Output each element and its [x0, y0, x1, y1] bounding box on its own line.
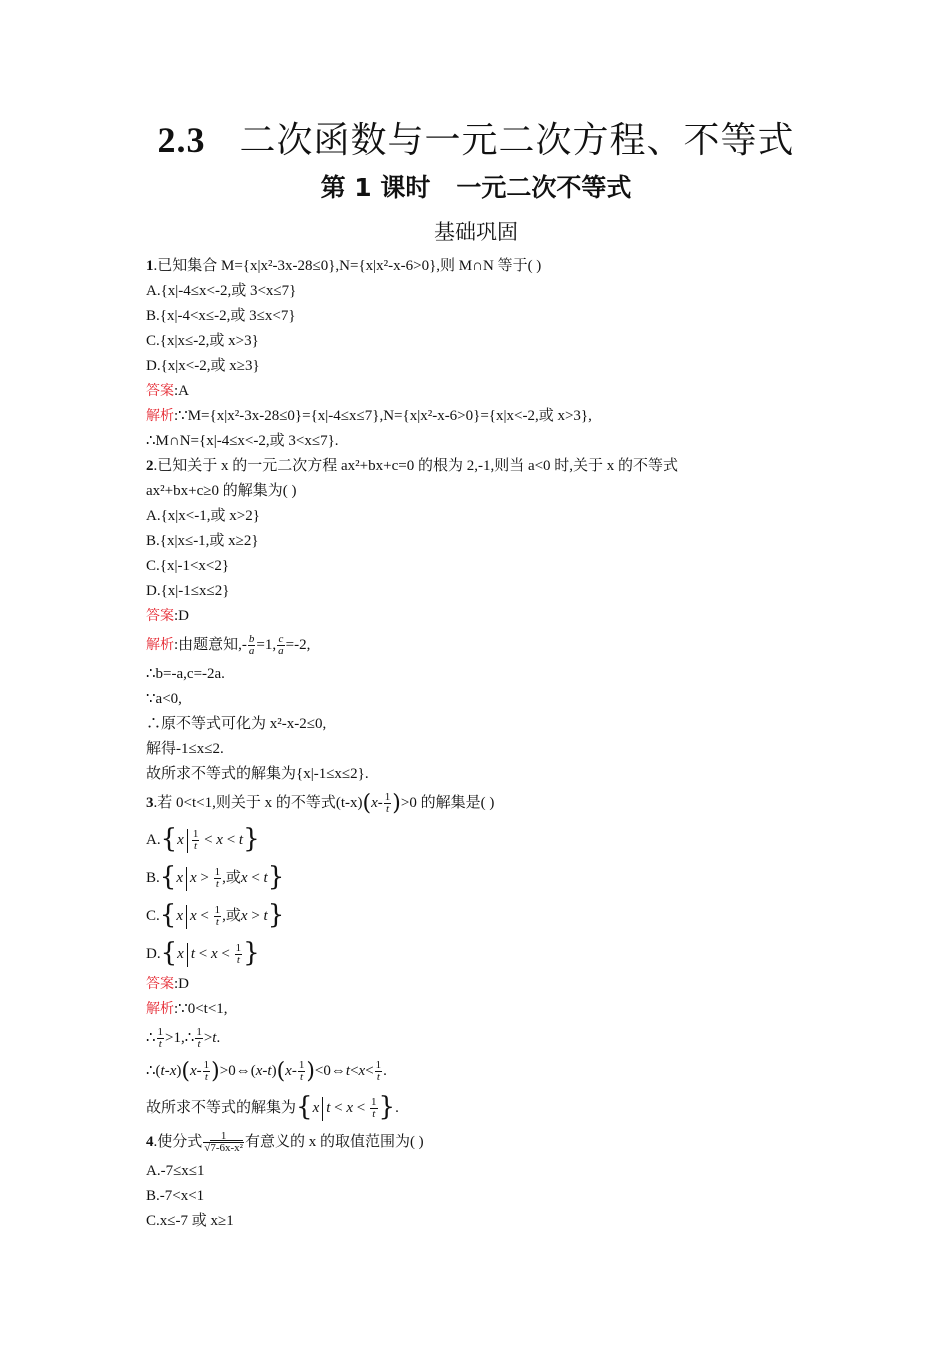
q2-analysis-4: ∴原不等式可化为 x²-x-2≤0,	[146, 716, 327, 732]
q3-option-c: C.{x x < $\frac{1}{t}$ ,或x > t}	[146, 900, 285, 930]
title-text: 二次函数与一元二次方程、不等式	[239, 120, 795, 161]
exercise-body	[146, 254, 806, 1234]
q2-option-c: C.{x|-1<x<2}	[146, 558, 230, 574]
lesson-number: 第 1 课时	[320, 173, 431, 202]
q3-answer: 答案:D	[146, 976, 189, 992]
q2-option-b: B.{x|x≤-1,或 x≥2}	[146, 533, 259, 549]
q2-stem-2: ax²+bx+c≥0 的解集为( )	[146, 483, 297, 499]
q4-option-c: C.x≤-7 或 x≥1	[146, 1213, 234, 1229]
q4-stem: 4.使分式 $\frac{1}{\text{√7-6x-x²}}$ 有意义的 x 的取值范围为( )	[146, 1130, 424, 1155]
q2-analysis-6: 故所求不等式的解集为{x|-1≤x≤2}.	[146, 766, 369, 782]
q2-analysis-2: ∴b=-a,c=-2a.	[146, 666, 225, 682]
q3-option-d: D.{x t < x < $\frac{1}{t}$ }	[146, 938, 260, 968]
q3-option-a: A.{x $\frac{1}{t}$ < x < t}	[146, 824, 260, 854]
q1-option-d: D.{x|x<-2,或 x≥3}	[146, 358, 260, 374]
q3-analysis-3: ∴(t-x)(x- $\frac{1}{t}$ )>0⇔(x-t)(x- $\frac{1}{t}$ )<0⇔t<x< $\frac{1}{t}$ .	[146, 1059, 387, 1084]
q3-analysis-1: 解析:∵0<t<1,	[146, 1001, 228, 1017]
q2-option-d: D.{x|-1≤x≤2}	[146, 583, 230, 599]
lesson-subtitle	[0, 168, 952, 204]
q2-stem-1: 2.已知关于 x 的一元二次方程 ax²+bx+c=0 的根为 2,-1,则当 a<0 时,关于 x 的不等式	[146, 458, 679, 474]
q4-option-b: B.-7<x<1	[146, 1188, 205, 1204]
q3-analysis-2: ∴ $\frac{1}{t}$ >1,∴ $\frac{1}{t}$ >t.	[146, 1026, 221, 1051]
q4-option-a: A.-7≤x≤1	[146, 1163, 205, 1179]
lesson-topic: 一元二次不等式	[456, 173, 632, 202]
q3-option-b: B.{x x > $\frac{1}{t}$ ,或x < t}	[146, 862, 285, 892]
page-title	[0, 112, 952, 163]
section-number: 2.3	[157, 120, 206, 160]
q2-analysis-5: 解得-1≤x≤2.	[146, 741, 224, 757]
q2-analysis-3: ∵a<0,	[146, 691, 182, 707]
q2-analysis-1: 解析:由题意知,- $\frac{b}{a}$ =1, $\frac{c}{a}$ =-2,	[146, 633, 311, 658]
q1-analysis-2: ∴M∩N={x|-4≤x<-2,或 3<x≤7}.	[146, 433, 339, 449]
q1-option-c: C.{x|x≤-2,或 x>3}	[146, 333, 259, 349]
section-heading: 基础巩固	[434, 220, 518, 244]
q1-analysis-1: 解析:∵M={x|x²-3x-28≤0}={x|-4≤x≤7},N={x|x²-x-6>0}={x|x<-2,或 x>3},	[146, 408, 592, 424]
q2-answer: 答案:D	[146, 608, 189, 624]
q1-stem: 1.已知集合 M={x|x²-3x-28≤0},N={x|x²-x-6>0},则 M∩N 等于( )	[146, 258, 542, 274]
q1-answer: 答案:A	[146, 383, 189, 399]
q1-option-b: B.{x|-4<x≤-2,或 3≤x<7}	[146, 308, 296, 324]
q2-option-a: A.{x|x<-1,或 x>2}	[146, 508, 260, 524]
q3-stem: 3.若 0<t<1,则关于 x 的不等式(t-x)(x- $\frac{1}{t}$ )>0 的解集是( )	[146, 791, 495, 816]
q3-analysis-4: 故所求不等式的解集为{x t < x < $\frac{1}{t}$ }.	[146, 1092, 399, 1122]
q1-option-a: A.{x|-4≤x<-2,或 3<x≤7}	[146, 283, 297, 299]
